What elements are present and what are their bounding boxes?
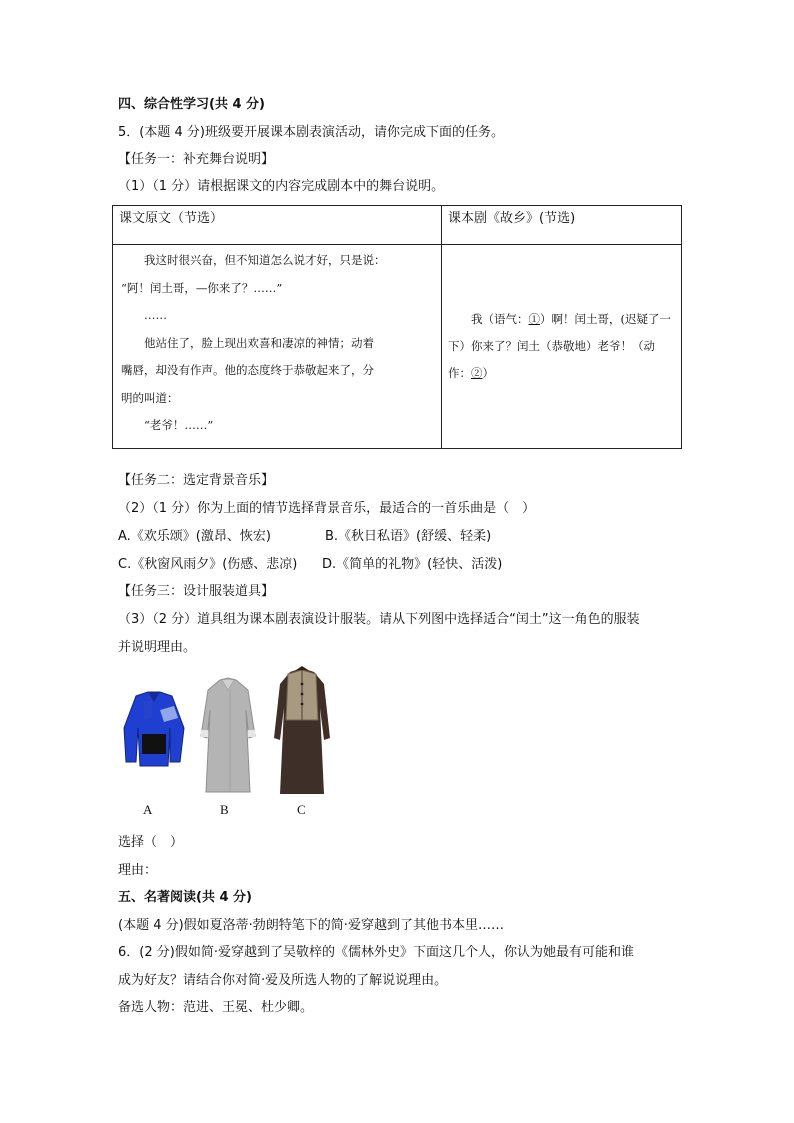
original-line: 明的叫道： — [121, 390, 179, 405]
question-5-3-line2: 并说明理由。 — [118, 640, 197, 655]
original-line: 嘴唇，却没有作声。他的态度终于恭敬起来了，分 — [121, 363, 374, 377]
script-text: ） — [482, 365, 494, 380]
section-5-heading: 五、名著阅读(共 4 分) — [118, 890, 252, 905]
question-5-intro: 5．(本题 4 分)班级要开展课本剧表演活动，请你完成下面的任务。 — [118, 125, 504, 140]
option-c: C.《秋窗风雨夕》(伤感、悲凉) — [118, 557, 298, 572]
candidate-characters: 备选人物：范进、王冕、杜少卿。 — [118, 1000, 314, 1015]
table-header-script: 课本剧《故乡》(节选) — [442, 206, 682, 245]
blank-1[interactable]: ① — [528, 311, 540, 326]
original-line: 我这时很兴奋，但不知道怎么说才好，只是说： — [144, 253, 386, 267]
question-6-line2: 成为好友？请结合你对简·爱及所选人物的了解说说理由。 — [118, 973, 448, 988]
original-line: …… — [144, 308, 167, 322]
question-6-line1: 6．(2 分)假如简·爱穿越到了吴敬梓的《儒林外史》下面这几个人，你认为她最有可能和谁 — [118, 945, 634, 960]
section-5-intro: (本题 4 分)假如夏洛蒂·勃朗特笔下的简·爱穿越到了其他书本里…… — [118, 918, 504, 933]
task-2-title: 【任务二：选定背景音乐】 — [118, 473, 275, 488]
original-line: “阿！闰土哥，—你来了？……” — [121, 280, 283, 295]
task-1-title: 【任务一：补充舞台说明】 — [118, 152, 275, 167]
original-line: 他站住了，脸上现出欢喜和凄凉的神情；动着 — [144, 335, 374, 350]
costume-label-a: A — [143, 802, 153, 817]
task-3-title: 【任务三：设计服装道具】 — [118, 584, 275, 599]
costume-label-c: C — [297, 802, 306, 817]
option-b: B.《秋日私语》(舒缓、轻柔) — [325, 529, 492, 544]
section-4-heading: 四、综合性学习(共 4 分) — [118, 97, 265, 112]
choose-answer[interactable]: 选择（ ） — [118, 835, 184, 850]
question-5-3-line1: （3）（2 分）道具组为课本剧表演设计服装。请从下列图中选择适合“闰土”这一角色的服装 — [118, 612, 640, 627]
original-line: “老爷！……” — [144, 418, 214, 432]
table-header-original: 课文原文（节选） — [113, 206, 442, 245]
costume-label-b: B — [220, 802, 229, 817]
question-5-2: （2）（1 分）你为上面的情节选择背景音乐，最适合的一首乐曲是（ ） — [118, 501, 536, 516]
costume-a-image — [122, 688, 186, 768]
script-passage — [448, 306, 675, 387]
script-text: 我（语气： — [471, 311, 529, 326]
script-text-cell — [442, 245, 682, 449]
option-a: A.《欢乐颂》(激昂、恢宏) — [118, 529, 271, 544]
option-d: D.《简单的礼物》(轻快、活泼) — [322, 557, 503, 572]
script-text: ）啊！闰土哥，(迟疑了一下）你来了？闰土（恭敬地）老爷！（动作： — [448, 311, 671, 380]
original-text-cell — [113, 245, 442, 449]
reason-answer[interactable]: 理由： — [118, 863, 158, 878]
question-5-1: （1）（1 分）请根据课文的内容完成剧本中的舞台说明。 — [118, 179, 445, 194]
blank-2[interactable]: ② — [471, 365, 483, 380]
costume-c-image — [272, 664, 332, 796]
stage-direction-table — [112, 205, 682, 449]
costume-b-image — [200, 676, 256, 794]
